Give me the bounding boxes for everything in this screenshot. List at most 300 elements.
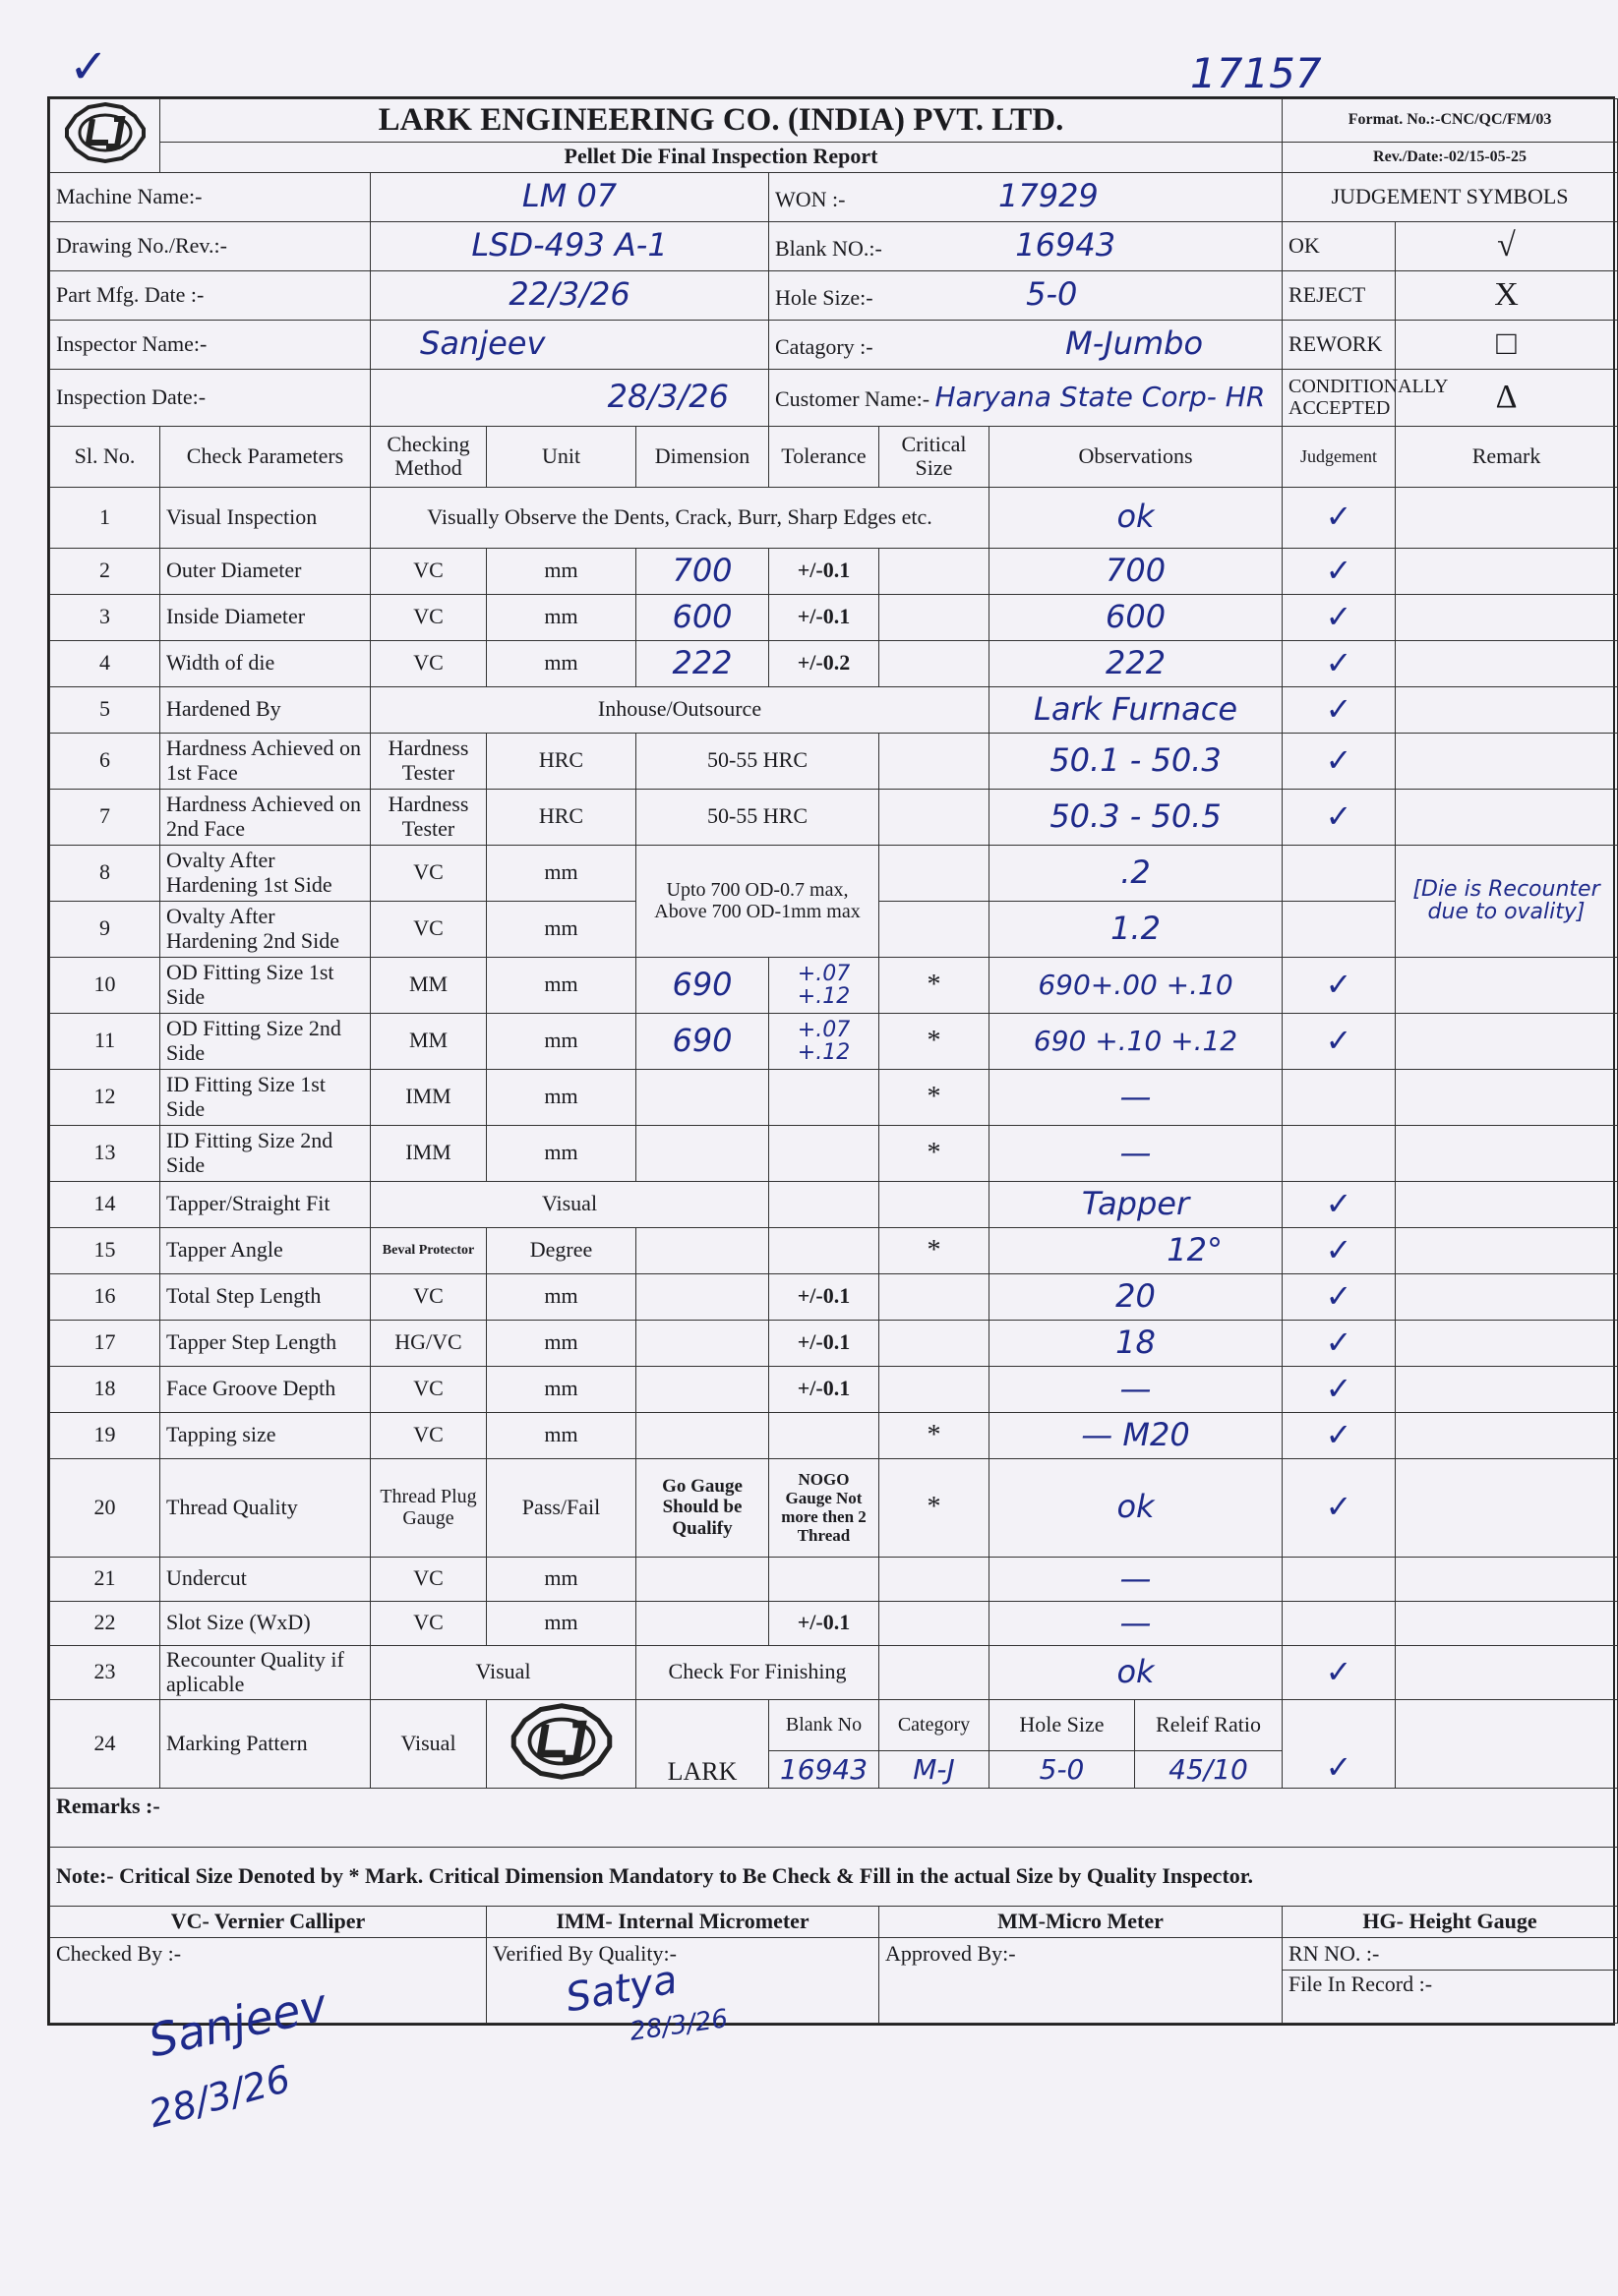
judgement-mark: ✓ bbox=[1283, 686, 1396, 733]
verified-by-date: 28/3/26 bbox=[628, 2004, 730, 2047]
checking-method: Visual bbox=[371, 1645, 636, 1699]
unit: mm bbox=[487, 1320, 636, 1366]
blank-no-label: Blank NO.:- bbox=[775, 236, 882, 262]
unit: mm bbox=[487, 1366, 636, 1412]
top-check-mark: ✓ bbox=[69, 39, 109, 94]
tolerance bbox=[769, 1227, 879, 1273]
legend-hg: HG- Height Gauge bbox=[1283, 1907, 1618, 1938]
critical-size: * bbox=[879, 1412, 989, 1458]
check-parameter: ID Fitting Size 2nd Side bbox=[160, 1125, 371, 1181]
checking-method: Visual bbox=[371, 1699, 487, 1789]
check-parameter: Hardness Achieved on 1st Face bbox=[160, 733, 371, 789]
dimension bbox=[636, 1273, 769, 1320]
check-parameter: Outer Diameter bbox=[160, 548, 371, 594]
check-parameter: Hardness Achieved on 2nd Face bbox=[160, 789, 371, 845]
judgement-symbols-title: JUDGEMENT SYMBOLS bbox=[1283, 172, 1618, 221]
judgement-mark: ✓ bbox=[1283, 1366, 1396, 1412]
unit: HRC bbox=[487, 789, 636, 845]
remark-cell bbox=[1396, 1699, 1618, 1789]
remark-cell bbox=[1396, 1557, 1618, 1601]
sl-no: 23 bbox=[50, 1645, 160, 1699]
check-parameter: Inside Diameter bbox=[160, 594, 371, 640]
checking-method: IMM bbox=[371, 1125, 487, 1181]
judgement-mark: ✓ bbox=[1283, 1645, 1396, 1699]
sl-no: 21 bbox=[50, 1557, 160, 1601]
critical-size-note: Note:- Critical Size Denoted by * Mark. Critical Dimension Mandatory to Be Check & Fill in the actual Size by Quality Inspector. bbox=[50, 1848, 1618, 1907]
dimension bbox=[636, 1069, 769, 1125]
remark-cell bbox=[1396, 1181, 1618, 1227]
table-row bbox=[50, 1699, 1618, 1750]
remark-cell bbox=[1396, 1273, 1618, 1320]
judgement-mark: ✓ bbox=[1283, 789, 1396, 845]
checking-method: VC bbox=[371, 640, 487, 686]
marking-releif-ratio-header: Releif Ratio bbox=[1135, 1699, 1283, 1750]
table-row bbox=[50, 1645, 1618, 1699]
remark-cell bbox=[1396, 487, 1618, 548]
category-field bbox=[769, 320, 1283, 369]
critical-size bbox=[879, 640, 989, 686]
critical-size bbox=[879, 1320, 989, 1366]
tolerance: +/-0.1 bbox=[769, 548, 879, 594]
ovality-remark: [Die is Recounter due to ovality] bbox=[1396, 845, 1618, 957]
machine-name-label: Machine Name:- bbox=[50, 172, 371, 221]
judgement-mark: ✓ bbox=[1283, 957, 1396, 1013]
checking-method: IMM bbox=[371, 1069, 487, 1125]
remark-cell bbox=[1396, 1227, 1618, 1273]
inspector-name-value: Sanjeev bbox=[371, 320, 769, 369]
critical-size bbox=[879, 733, 989, 789]
col-critical-size: Critical Size bbox=[879, 426, 989, 487]
verified-by-signature: Satya bbox=[562, 1957, 681, 2022]
observation: 20 bbox=[989, 1273, 1283, 1320]
sl-no: 10 bbox=[50, 957, 160, 1013]
tolerance: +/-0.1 bbox=[769, 1366, 879, 1412]
checking-method: VC bbox=[371, 845, 487, 901]
check-parameter: Tapper Angle bbox=[160, 1227, 371, 1273]
critical-size bbox=[879, 845, 989, 901]
unit: Pass/Fail bbox=[487, 1458, 636, 1557]
sl-no: 2 bbox=[50, 548, 160, 594]
check-parameter: Tapper/Straight Fit bbox=[160, 1181, 371, 1227]
table-row bbox=[50, 957, 1618, 1013]
unit: mm bbox=[487, 1557, 636, 1601]
remark-cell bbox=[1396, 957, 1618, 1013]
table-row bbox=[50, 789, 1618, 845]
customer-field bbox=[769, 369, 1283, 426]
reject-symbol-icon: X bbox=[1396, 270, 1618, 320]
judgement-mark: ✓ bbox=[1283, 594, 1396, 640]
category-value: M-Jumbo bbox=[1065, 324, 1204, 363]
check-parameter: ID Fitting Size 1st Side bbox=[160, 1069, 371, 1125]
checking-method: Visual bbox=[371, 1181, 769, 1227]
remark-cell bbox=[1396, 594, 1618, 640]
remark-cell bbox=[1396, 1320, 1618, 1366]
dimension bbox=[636, 1366, 769, 1412]
critical-size: * bbox=[879, 957, 989, 1013]
critical-size bbox=[879, 901, 989, 957]
format-number: Format. No.:-CNC/QC/FM/03 bbox=[1283, 99, 1618, 143]
dimension: 690 bbox=[636, 957, 769, 1013]
legend-imm: IMM- Internal Micrometer bbox=[487, 1907, 879, 1938]
check-parameter: Thread Quality bbox=[160, 1458, 371, 1557]
observation: — bbox=[989, 1366, 1283, 1412]
unit: mm bbox=[487, 548, 636, 594]
table-row bbox=[50, 1125, 1618, 1181]
critical-size bbox=[879, 1645, 989, 1699]
check-parameter: Visual Inspection bbox=[160, 487, 371, 548]
observation: — bbox=[989, 1069, 1283, 1125]
col-observations: Observations bbox=[989, 426, 1283, 487]
observation: ok bbox=[989, 1645, 1283, 1699]
observation: 50.3 - 50.5 bbox=[989, 789, 1283, 845]
checking-method: Beval Protector bbox=[371, 1227, 487, 1273]
checking-method: VC bbox=[371, 1273, 487, 1320]
remark-cell bbox=[1396, 733, 1618, 789]
sl-no: 16 bbox=[50, 1273, 160, 1320]
observation: Tapper bbox=[989, 1181, 1283, 1227]
observation: — bbox=[989, 1601, 1283, 1645]
observation: Lark Furnace bbox=[989, 686, 1283, 733]
observation: 600 bbox=[989, 594, 1283, 640]
tolerance: +/-0.1 bbox=[769, 1601, 879, 1645]
remark-cell bbox=[1396, 1125, 1618, 1181]
company-logo bbox=[50, 99, 160, 173]
unit: mm bbox=[487, 1069, 636, 1125]
remark-cell bbox=[1396, 686, 1618, 733]
judgement-mark bbox=[1283, 901, 1396, 957]
observation: 690 +.10 +.12 bbox=[989, 1013, 1283, 1069]
checked-by-date: 28/3/26 bbox=[144, 2056, 295, 2137]
observation: — bbox=[989, 1557, 1283, 1601]
check-parameter: Ovalty After Hardening 2nd Side bbox=[160, 901, 371, 957]
sl-no: 6 bbox=[50, 733, 160, 789]
checking-method: Thread Plug Gauge bbox=[371, 1458, 487, 1557]
table-row bbox=[50, 1320, 1618, 1366]
lark-logo-icon bbox=[508, 1702, 616, 1781]
tolerance: +/-0.1 bbox=[769, 1320, 879, 1366]
dimension: 222 bbox=[636, 640, 769, 686]
table-row bbox=[50, 845, 1618, 901]
table-row bbox=[50, 1181, 1618, 1227]
remark-cell bbox=[1396, 1601, 1618, 1645]
marking-category-header: Category bbox=[879, 1699, 989, 1750]
unit: HRC bbox=[487, 733, 636, 789]
check-parameter: OD Fitting Size 2nd Side bbox=[160, 1013, 371, 1069]
judgement-mark bbox=[1283, 845, 1396, 901]
checking-method: VC bbox=[371, 548, 487, 594]
tolerance bbox=[769, 1125, 879, 1181]
marking-logo bbox=[487, 1699, 636, 1789]
sl-no: 7 bbox=[50, 789, 160, 845]
check-parameter: Marking Pattern bbox=[160, 1699, 371, 1789]
marking-hole-size-header: Hole Size bbox=[989, 1699, 1135, 1750]
tolerance: +/-0.1 bbox=[769, 594, 879, 640]
dimension bbox=[636, 1125, 769, 1181]
remarks-label: Remarks :- bbox=[50, 1789, 1618, 1848]
sl-no: 18 bbox=[50, 1366, 160, 1412]
critical-size bbox=[879, 789, 989, 845]
checking-method: Inhouse/Outsource bbox=[371, 686, 989, 733]
sl-no: 20 bbox=[50, 1458, 160, 1557]
judgement-mark: ✓ bbox=[1283, 1412, 1396, 1458]
critical-size: * bbox=[879, 1125, 989, 1181]
tolerance bbox=[769, 1557, 879, 1601]
observation: .2 bbox=[989, 845, 1283, 901]
col-sl-no: Sl. No. bbox=[50, 426, 160, 487]
remark-cell bbox=[1396, 1645, 1618, 1699]
unit: mm bbox=[487, 1412, 636, 1458]
marking-hole-size-value: 5-0 bbox=[989, 1750, 1135, 1788]
judgement-mark bbox=[1283, 1557, 1396, 1601]
unit: mm bbox=[487, 901, 636, 957]
inspection-table bbox=[49, 98, 1618, 2024]
tolerance: +.07 +.12 bbox=[769, 1013, 879, 1069]
sl-no: 14 bbox=[50, 1181, 160, 1227]
unit: mm bbox=[487, 1125, 636, 1181]
remark-cell bbox=[1396, 789, 1618, 845]
dimension bbox=[636, 1601, 769, 1645]
marking-blank-no-header: Blank No bbox=[769, 1699, 879, 1750]
sl-no: 1 bbox=[50, 487, 160, 548]
won-field bbox=[769, 172, 1283, 221]
checking-method: VC bbox=[371, 1366, 487, 1412]
sl-no: 5 bbox=[50, 686, 160, 733]
col-checking-method: Checking Method bbox=[371, 426, 487, 487]
check-parameter: Total Step Length bbox=[160, 1273, 371, 1320]
specification: 50-55 HRC bbox=[636, 789, 879, 845]
part-mfg-date-value: 22/3/26 bbox=[371, 270, 769, 320]
judgement-mark: ✓ bbox=[1283, 1320, 1396, 1366]
sl-no: 3 bbox=[50, 594, 160, 640]
marking-blank-no-value: 16943 bbox=[769, 1750, 879, 1788]
nogo-gauge-spec: NOGO Gauge Not more then 2 Thread bbox=[769, 1458, 879, 1557]
file-in-record-label: File In Record :- bbox=[1283, 1970, 1618, 2023]
category-label: Catagory :- bbox=[775, 334, 873, 360]
unit: mm bbox=[487, 640, 636, 686]
judgement-mark bbox=[1283, 1601, 1396, 1645]
judgement-mark: ✓ bbox=[1283, 733, 1396, 789]
sl-no: 15 bbox=[50, 1227, 160, 1273]
dimension: 600 bbox=[636, 594, 769, 640]
sl-no: 4 bbox=[50, 640, 160, 686]
observation: 1.2 bbox=[989, 901, 1283, 957]
remark-cell bbox=[1396, 1458, 1618, 1557]
ovality-specification: Upto 700 OD-0.7 max, Above 700 OD-1mm max bbox=[636, 845, 879, 957]
customer-value: Haryana State Corp- HR bbox=[934, 381, 1266, 414]
table-row bbox=[50, 548, 1618, 594]
checking-method: VC bbox=[371, 1601, 487, 1645]
drawing-no-label: Drawing No./Rev.:- bbox=[50, 221, 371, 270]
sl-no: 19 bbox=[50, 1412, 160, 1458]
critical-size bbox=[879, 594, 989, 640]
judgement-mark: ✓ bbox=[1283, 487, 1396, 548]
critical-size: * bbox=[879, 1227, 989, 1273]
sl-no: 12 bbox=[50, 1069, 160, 1125]
ok-symbol-icon: √ bbox=[1396, 221, 1618, 270]
observation: 700 bbox=[989, 548, 1283, 594]
col-remark: Remark bbox=[1396, 426, 1618, 487]
legend-mm: MM-Micro Meter bbox=[879, 1907, 1283, 1938]
checked-by-label: Checked By :- bbox=[50, 1938, 487, 2024]
observation: 12° bbox=[989, 1227, 1283, 1273]
remark-cell bbox=[1396, 1366, 1618, 1412]
table-row bbox=[50, 1366, 1618, 1412]
judgement-mark: ✓ bbox=[1283, 1013, 1396, 1069]
table-row bbox=[50, 1458, 1618, 1557]
table-row bbox=[50, 1227, 1618, 1273]
table-row bbox=[50, 1601, 1618, 1645]
checking-method: VC bbox=[371, 1557, 487, 1601]
won-value: 17929 bbox=[997, 177, 1099, 215]
sl-no: 9 bbox=[50, 901, 160, 957]
blank-no-field bbox=[769, 221, 1283, 270]
hole-size-field bbox=[769, 270, 1283, 320]
check-parameter: Slot Size (WxD) bbox=[160, 1601, 371, 1645]
col-tolerance: Tolerance bbox=[769, 426, 879, 487]
check-parameter: Undercut bbox=[160, 1557, 371, 1601]
unit: mm bbox=[487, 957, 636, 1013]
critical-size bbox=[879, 548, 989, 594]
marking-category-value: M-J bbox=[879, 1750, 989, 1788]
judgement-mark: ✓ bbox=[1283, 1699, 1396, 1789]
observation: 222 bbox=[989, 640, 1283, 686]
top-serial-number: 17157 bbox=[1190, 49, 1322, 97]
col-dimension: Dimension bbox=[636, 426, 769, 487]
check-parameter: Ovalty After Hardening 1st Side bbox=[160, 845, 371, 901]
tolerance bbox=[769, 1412, 879, 1458]
checked-by-signature: Sanjeev bbox=[144, 1977, 331, 2068]
revision-date: Rev./Date:-02/15-05-25 bbox=[1283, 142, 1618, 172]
hole-size-value: 5-0 bbox=[1026, 275, 1078, 314]
symbol-label-ok: OK bbox=[1283, 221, 1396, 270]
check-parameter: Recounter Quality if aplicable bbox=[160, 1645, 371, 1699]
sl-no: 13 bbox=[50, 1125, 160, 1181]
unit: mm bbox=[487, 845, 636, 901]
table-row bbox=[50, 1069, 1618, 1125]
dimension bbox=[636, 1557, 769, 1601]
tolerance bbox=[769, 1181, 879, 1227]
remark-cell bbox=[1396, 1013, 1618, 1069]
machine-name-value: LM 07 bbox=[371, 172, 769, 221]
tolerance: +.07 +.12 bbox=[769, 957, 879, 1013]
observation: — M20 bbox=[989, 1412, 1283, 1458]
verified-by-label: Verified By Quality:- bbox=[487, 1938, 879, 2024]
inspection-date-label: Inspection Date:- bbox=[50, 369, 371, 426]
observation: 18 bbox=[989, 1320, 1283, 1366]
unit: mm bbox=[487, 1013, 636, 1069]
checking-method: Hardness Tester bbox=[371, 733, 487, 789]
sl-no: 17 bbox=[50, 1320, 160, 1366]
rework-symbol-icon: □ bbox=[1396, 320, 1618, 369]
tolerance: +/-0.1 bbox=[769, 1273, 879, 1320]
check-parameter: Face Groove Depth bbox=[160, 1366, 371, 1412]
table-row bbox=[50, 1013, 1618, 1069]
critical-size: * bbox=[879, 1069, 989, 1125]
dimension: 690 bbox=[636, 1013, 769, 1069]
inspection-sheet bbox=[47, 96, 1615, 2026]
critical-size: * bbox=[879, 1013, 989, 1069]
table-row bbox=[50, 1273, 1618, 1320]
col-judgement: Judgement bbox=[1283, 426, 1396, 487]
col-check-parameters: Check Parameters bbox=[160, 426, 371, 487]
critical-size bbox=[879, 1557, 989, 1601]
remark-cell bbox=[1396, 1412, 1618, 1458]
table-row bbox=[50, 1557, 1618, 1601]
unit: mm bbox=[487, 1273, 636, 1320]
observation: 690+.00 +.10 bbox=[989, 957, 1283, 1013]
sl-no: 11 bbox=[50, 1013, 160, 1069]
table-row bbox=[50, 686, 1618, 733]
remark-cell bbox=[1396, 1069, 1618, 1125]
specification: Check For Finishing bbox=[636, 1645, 879, 1699]
dimension bbox=[636, 1320, 769, 1366]
judgement-mark bbox=[1283, 1125, 1396, 1181]
symbol-label-rework: REWORK bbox=[1283, 320, 1396, 369]
conditionally-accepted-symbol-icon: Δ bbox=[1396, 369, 1618, 426]
table-row bbox=[50, 594, 1618, 640]
blank-no-value: 16943 bbox=[1015, 226, 1116, 265]
checking-method: Visually Observe the Dents, Crack, Burr, Sharp Edges etc. bbox=[371, 487, 989, 548]
dimension: 700 bbox=[636, 548, 769, 594]
observation: — bbox=[989, 1125, 1283, 1181]
sl-no: 22 bbox=[50, 1601, 160, 1645]
marking-releif-ratio-value: 45/10 bbox=[1135, 1750, 1283, 1788]
observation: ok bbox=[989, 487, 1283, 548]
judgement-mark: ✓ bbox=[1283, 1227, 1396, 1273]
critical-size bbox=[879, 1181, 989, 1227]
judgement-mark: ✓ bbox=[1283, 548, 1396, 594]
dimension bbox=[636, 1412, 769, 1458]
unit: mm bbox=[487, 1601, 636, 1645]
approved-by-label: Approved By:- bbox=[879, 1938, 1283, 2024]
table-row bbox=[50, 733, 1618, 789]
company-name: LARK ENGINEERING CO. (INDIA) PVT. LTD. bbox=[160, 99, 1283, 143]
check-parameter: OD Fitting Size 1st Side bbox=[160, 957, 371, 1013]
checking-method: HG/VC bbox=[371, 1320, 487, 1366]
hole-size-label: Hole Size:- bbox=[775, 285, 873, 311]
remark-cell bbox=[1396, 548, 1618, 594]
judgement-mark: ✓ bbox=[1283, 1273, 1396, 1320]
won-label: WON :- bbox=[775, 187, 846, 212]
customer-label: Customer Name:- bbox=[775, 386, 930, 412]
checking-method: MM bbox=[371, 957, 487, 1013]
table-row bbox=[50, 487, 1618, 548]
lark-logo-icon bbox=[63, 101, 148, 164]
observation: ok bbox=[989, 1458, 1283, 1557]
legend-vc: VC- Vernier Calliper bbox=[50, 1907, 487, 1938]
sl-no: 24 bbox=[50, 1699, 160, 1789]
checking-method: Hardness Tester bbox=[371, 789, 487, 845]
drawing-no-value: LSD-493 A-1 bbox=[371, 221, 769, 270]
part-mfg-date-label: Part Mfg. Date :- bbox=[50, 270, 371, 320]
table-row bbox=[50, 1412, 1618, 1458]
rn-no-label: RN NO. :- bbox=[1283, 1938, 1618, 1971]
remark-cell bbox=[1396, 640, 1618, 686]
tolerance bbox=[769, 1069, 879, 1125]
dimension bbox=[636, 1227, 769, 1273]
critical-size: * bbox=[879, 1458, 989, 1557]
judgement-mark: ✓ bbox=[1283, 1181, 1396, 1227]
judgement-mark: ✓ bbox=[1283, 1458, 1396, 1557]
symbol-label-reject: REJECT bbox=[1283, 270, 1396, 320]
unit: mm bbox=[487, 594, 636, 640]
inspector-name-label: Inspector Name:- bbox=[50, 320, 371, 369]
checking-method: VC bbox=[371, 594, 487, 640]
col-unit: Unit bbox=[487, 426, 636, 487]
check-parameter: Hardened By bbox=[160, 686, 371, 733]
symbol-label-conditionally-accepted: CONDITIONALLY ACCEPTED bbox=[1283, 369, 1396, 426]
check-parameter: Tapper Step Length bbox=[160, 1320, 371, 1366]
